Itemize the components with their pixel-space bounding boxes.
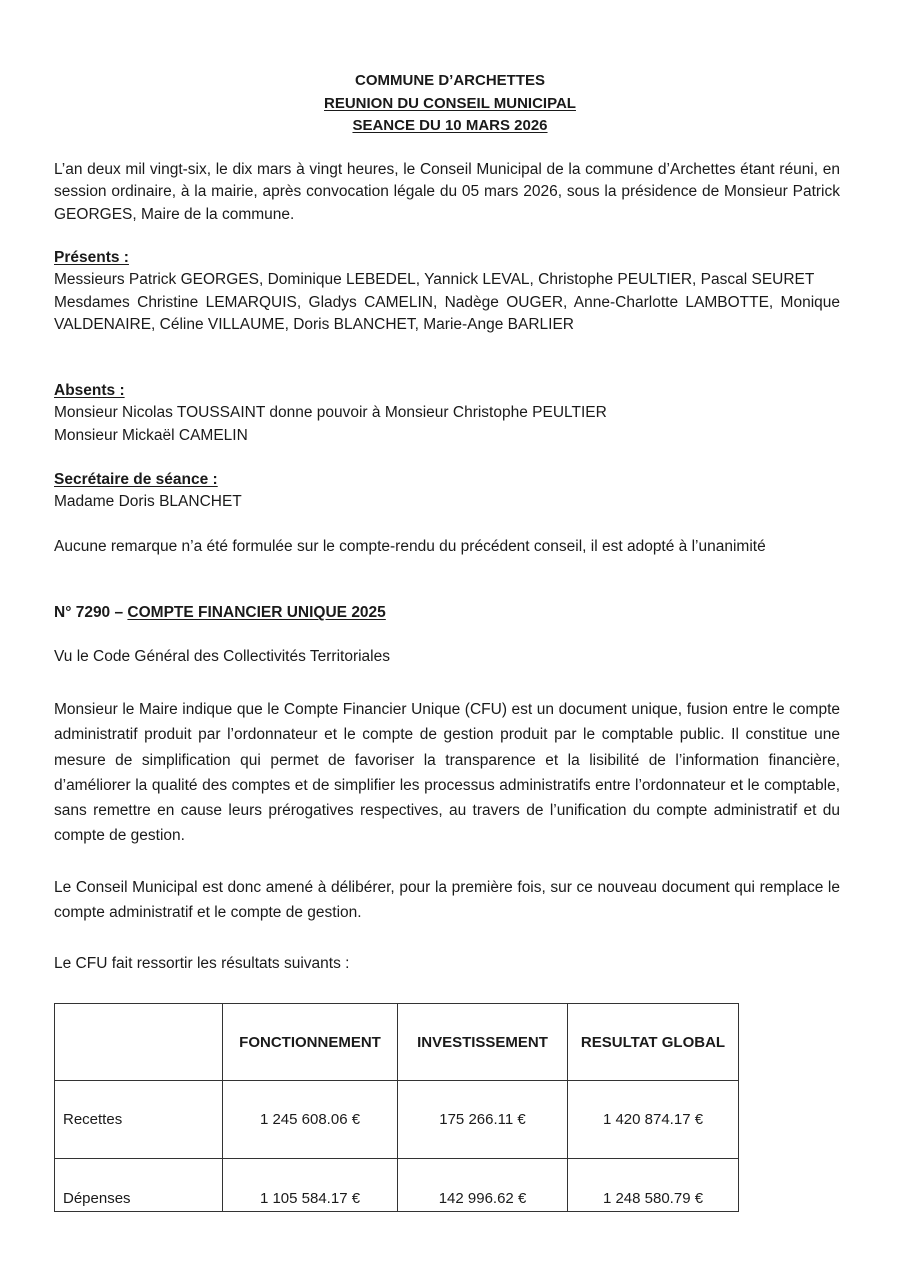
remarque-paragraph: Aucune remarque n’a été formulée sur le compte-rendu du précédent conseil, il est adopté à l’unanimité xyxy=(54,538,766,555)
deliberation-title-text: COMPTE FINANCIER UNIQUE 2025 xyxy=(127,604,386,621)
secretaire-section xyxy=(54,469,840,514)
cell-global: 1 420 874.17 € xyxy=(568,1081,739,1159)
results-table xyxy=(54,1003,739,1212)
absents-heading: Absents : xyxy=(54,382,125,399)
secretaire-heading: Secrétaire de séance : xyxy=(54,471,218,488)
presents-messieurs: Messieurs Patrick GEORGES, Dominique LEBEDEL, Yannick LEVAL, Christophe PEULTIER, Pascal SEURET xyxy=(54,271,815,289)
table-row xyxy=(55,1081,739,1159)
table-header-fonctionnement: FONCTIONNEMENT xyxy=(223,1004,398,1081)
absents-line2: Monsieur Mickaël CAMELIN xyxy=(54,426,248,444)
table-row xyxy=(55,1159,739,1212)
row-label: Recettes xyxy=(55,1081,223,1159)
presents-section xyxy=(54,247,840,336)
table-header-row xyxy=(55,1004,739,1081)
cfu-paragraph: Monsieur le Maire indique que le Compte Financier Unique (CFU) est un document unique, fusion entre le compte administratif produit par l’ordonnateur et le compte de gestion produit par le comptable public. Il constitue une mesure de simplification qui permet de favoriser la transparence et la lisibilité de l’information financière, d’améliorer la qualité des comptes et de simplifier les processus administratifs entre l’ordonnateur et le comptable, sans remettre en cause leurs prérogatives respectives, au travers de l’unification du compte administratif et du compte de gestion. xyxy=(54,701,840,845)
deliberation-title xyxy=(54,602,840,624)
cell-fonctionnement: 1 105 584.17 € xyxy=(223,1159,398,1212)
header-seance: SEANCE DU 10 MARS 2026 xyxy=(352,117,548,134)
cell-global: 1 248 580.79 € xyxy=(568,1159,739,1212)
table-header-investissement: INVESTISSEMENT xyxy=(398,1004,568,1081)
absents-section xyxy=(54,380,840,447)
row-label: Dépenses xyxy=(55,1159,223,1212)
resultats-intro: Le CFU fait ressortir les résultats suivants : xyxy=(54,955,350,972)
intro-paragraph: L’an deux mil vingt-six, le dix mars à vingt heures, le Conseil Municipal de la commune d’Archettes étant réuni, en session ordinaire, à la mairie, après convocation légale du 05 mars 2026, sous la présidence de Monsieur Patrick GEORGES, Maire de la commune. xyxy=(54,161,840,223)
secretaire-name: Madame Doris BLANCHET xyxy=(54,493,242,511)
cell-investissement: 175 266.11 € xyxy=(398,1081,568,1159)
deliberation-number: N° 7290 – xyxy=(54,604,128,621)
cell-investissement: 142 996.62 € xyxy=(398,1159,568,1212)
header-reunion: REUNION DU CONSEIL MUNICIPAL xyxy=(324,94,576,112)
document-header xyxy=(0,70,900,138)
absents-line1: Monsieur Nicolas TOUSSAINT donne pouvoir à Monsieur Christophe PEULTIER xyxy=(54,404,607,422)
header-commune: COMMUNE D’ARCHETTES xyxy=(355,72,545,89)
presents-heading: Présents : xyxy=(54,249,129,266)
presents-mesdames: Mesdames Christine LEMARQUIS, Gladys CAMELIN, Nadège OUGER, Anne-Charlotte LAMBOTTE, Monique VALDENAIRE, Céline VILLAUME, Doris BLANCHET, Marie-Ange BARLIER xyxy=(54,293,840,333)
vu-code: Vu le Code Général des Collectivités Territoriales xyxy=(54,648,390,665)
conseil-paragraph: Le Conseil Municipal est donc amené à délibérer, pour la première fois, sur ce nouveau document qui remplace le compte administratif et le compte de gestion. xyxy=(54,879,840,922)
cell-fonctionnement: 1 245 608.06 € xyxy=(223,1081,398,1159)
table-header-empty xyxy=(55,1004,223,1081)
table-header-resultat-global: RESULTAT GLOBAL xyxy=(568,1004,739,1081)
